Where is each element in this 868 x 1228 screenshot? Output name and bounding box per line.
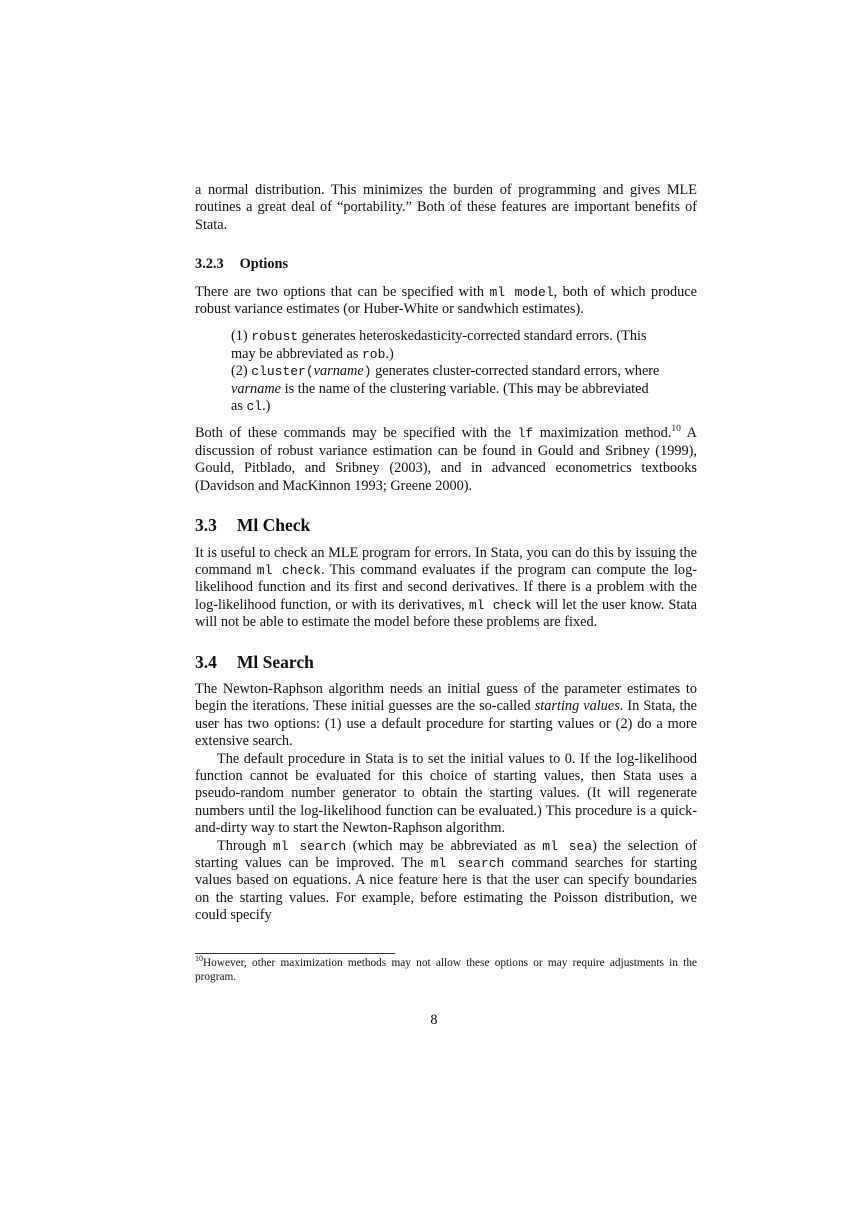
text-run: .) [262,398,271,415]
text-run: ) the selection of starting values can be improved. The [195,837,697,871]
options-paragraph [195,284,697,319]
ml-search-paragraph-3 [195,838,697,925]
text-run: (1) [231,328,252,345]
code-ml-sea: ml sea [542,838,593,854]
code-ml-check: ml check [468,597,532,613]
code-ml-search: ml search [430,856,505,871]
footnote-marker[interactable]: 10 [671,424,681,435]
robust-discussion-paragraph [195,425,697,495]
footnote [195,956,697,984]
ml-search-paragraph-1 [195,681,697,751]
text-run: generates cluster-corrected standard errors, where [371,363,660,380]
text-run: . This command evaluates if the program can compute the log-likelihood function and its first and second derivatives. If there is a problem with the log-likelihood function, or with its derivatives, [195,561,697,613]
text-run: , both of which produce robust variance estimates (or Huber-White or sandwhich estimates). [195,283,697,318]
subsection-number: 3.2.3 [195,256,224,273]
code-cluster: cluster( [251,364,314,380]
footnote-number: 10 [195,954,203,964]
section-title: Ml Search [236,651,314,672]
text-run: maximization method. [533,425,672,442]
footnote-rule [195,953,395,954]
text-run: Through [217,837,273,854]
subsection-title: Options [239,256,289,273]
code-robust: robust [251,329,299,345]
text-run: command searches for starting values based on equations. A nice feature here is that the user can specify boundaries on the starting values. For example, before estimating the Poisson distribution, we could specify [195,855,697,924]
code-rob: rob [362,346,386,362]
ml-search-paragraph-2: The default procedure in Stata is to set the initial values to 0. If the log-likelihood function cannot be evaluated for this choice of starting values, then Stata uses a pseudo-random number generator to obtain the starting values. (It will regenerate numbers until the log-likelihood function can be evaluated.) This procedure is a quick-and-dirty way to start the Newton-Raphson algorithm. [195,750,697,837]
text-run: . In Stata, the user has two options: (1) use a default procedure for starting values or (2) do a more extensive search. [195,698,697,750]
page-body [195,182,697,925]
text-run: is the name of the clustering variable. (This may be abbreviated as [231,380,649,415]
text-run: generates heteroskedasticity-corrected standard errors. (This may be abbreviated as [231,328,647,362]
text-run: will let the user know. Stata will not be able to estimate the model before these problems are fixed. [195,596,697,631]
text-run: There are two options that can be specified with [195,283,490,300]
section-number: 3.4 [195,651,217,672]
text-run: (2) [231,363,252,380]
intro-paragraph: a normal distribution. This minimizes the burden of programming and gives MLE routines a great deal of “portability.” Both of these features are important benefits of Stata. [195,182,697,233]
footnote-text: However, other maximization methods may not allow these options or may require adjustments in the program. [195,957,697,983]
text-run: .) [385,345,394,362]
ml-check-paragraph [195,545,697,632]
text-run: A discussion of robust variance estimation can be found in Gould and Sribney (1999), Gould, Pitblado, and Sribney (2003), and in advanced econometrics textbooks (Davidson and MacKinnon 1993; Greene 2000). [195,425,697,494]
subsection-heading [195,256,697,273]
section-heading-ml-search [195,651,697,672]
code-lf: lf [517,426,534,442]
section-heading-ml-check [195,517,697,534]
code-ml-model: ml model [489,284,554,300]
code-ml-check: ml check [256,562,321,578]
option-robust [231,328,661,363]
text-run: Both of these commands may be specified with the [195,425,518,442]
options-list [231,328,661,415]
varname-italic: varname [313,363,364,380]
code-cl: cl [246,399,263,415]
code-ml-search: ml search [272,838,347,854]
section-title: Ml Check [236,515,311,536]
section-number: 3.3 [195,515,217,536]
page-number: 8 [430,1012,438,1028]
code-paren: ) [363,364,372,380]
starting-values-italic: starting values [534,698,620,715]
text-run: The Newton-Raphson algorithm needs an initial guess of the parameter estimates to begin the iterations. These initial guesses are the so-called [195,680,697,715]
text-run: It is useful to check an MLE program for errors. In Stata, you can do this by issuing the command [195,544,697,578]
varname-italic: varname [231,380,282,397]
option-cluster [231,363,661,415]
text-run: (which may be abbreviated as [346,837,543,854]
